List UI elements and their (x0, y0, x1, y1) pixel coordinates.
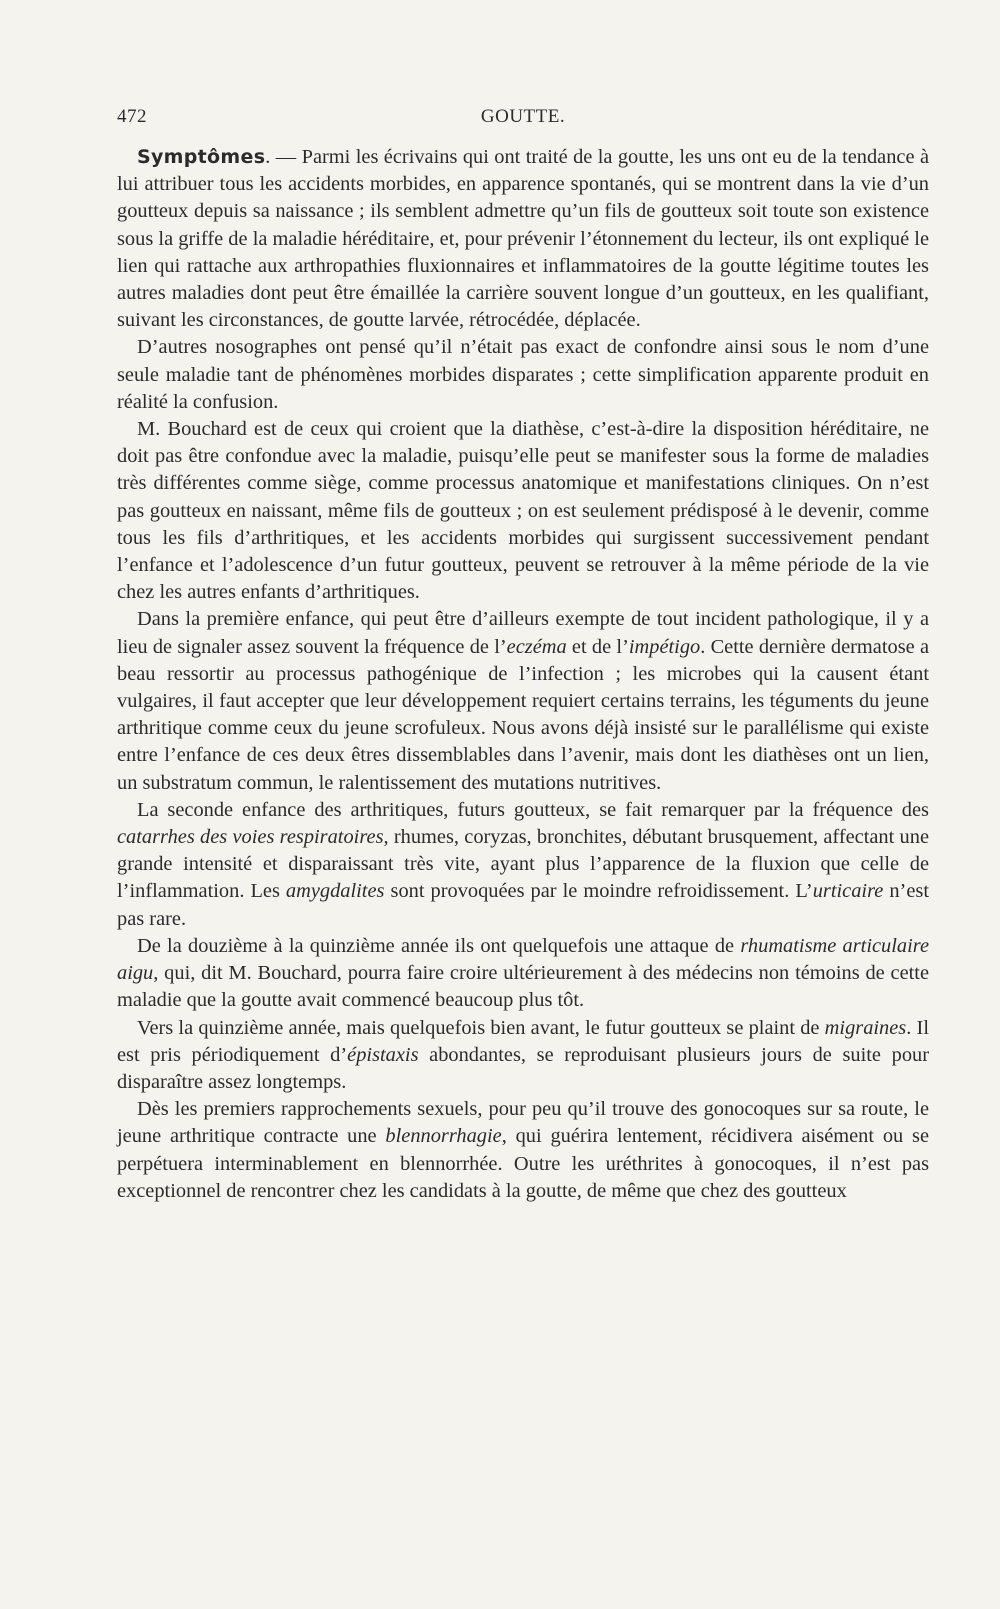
text-run: sont provoquées par le moindre refroidissement. L’ (384, 880, 813, 903)
text-run: n’est pas rare. (117, 880, 929, 930)
text-run: , qui, dit M. Bouchard, pourra faire croire ultérieurement à des médecins non témoins de cette maladie que la goutte avait commencé beaucoup plus tôt. (117, 962, 929, 1012)
italic-term: impétigo (628, 635, 701, 658)
italic-term: rhumatisme articulaire aigu (117, 934, 929, 985)
paragraph (117, 1015, 929, 1097)
text-run: , qui guérira lentement, récidivera aisément ou se perpétuera interminablement en blennorrhée. Outre les uréthrites à gonocoques, il n’est pas exceptionnel de rencontrer chez les candidats à la goutte, de même que chez des goutteux (117, 1125, 929, 1202)
section-heading: Symptômes (137, 146, 266, 168)
text-run: De la douzième à la quinzième année ils ont quelquefois une attaque de (137, 934, 741, 957)
paragraph (117, 933, 929, 1015)
running-title: GOUTTE. (480, 106, 566, 127)
italic-term: épistaxis (347, 1043, 419, 1066)
text-run: , rhumes, coryzas, bronchites, débutant brusquement, affectant une grande intensité et disparaissant très vite, ayant plus l’apparence de la fluxion que celle de l’inflammation. Les (117, 826, 929, 903)
italic-term: blennorrhagie (385, 1125, 502, 1148)
text-run: Dans la première enfance, qui peut être d’ailleurs exempte de tout incident pathologique, il y a lieu de signaler assez souvent la fréquence de l’ (117, 608, 929, 658)
italic-term: amygdalites (285, 880, 385, 903)
italic-term: catarrhes des voies respiratoires (117, 826, 384, 849)
italic-term: eczéma (506, 635, 567, 658)
text-run: . — Parmi les écrivains qui ont traité de la goutte, les uns ont eu de la tendance à lui attribuer tous les accidents morbides, en apparence spontanés, qui se montrent dans la vie d’un goutteux depuis sa naissance ; ils semblent admettre qu’un fils de goutteux soit toute son existence sous la griffe de la maladie héréditaire, et, pour prévenir l’étonnement du lecteur, ils ont expliqué le lien qui rattache aux arthropathies fluxionnaires et inflammatoires de la goutte légitime toutes les autres maladies dont peut être émaillée la carrière souvent longue d’un goutteux, en les qualifiant, suivant les circonstances, de goutte larvée, rétrocédée, déplacée. (117, 146, 929, 332)
text-run: D’autres nosographes ont pensé qu’il n’était pas exact de confondre ainsi sous le nom d’une seule maladie tant de phénomènes morbides disparates ; cette simplification apparente produit en réalité la confusion. (117, 336, 929, 413)
text-run: M. Bouchard est de ceux qui croient que la diathèse, c’est-à-dire la disposition héréditaire, ne doit pas être confondue avec la maladie, puisqu’elle peut se manifester sous la forme de maladies très différentes comme siège, comme processus anatomique et manifestations cliniques. On n’est pas goutteux en naissant, même fils de goutteux ; on est seulement prédisposé à le devenir, comme tous les fils d’arthritiques, et les accidents morbides qui surgissent successivement pendant l’enfance et l’adolescence d’un futur goutteux, peuvent se retrouver à la même période de la vie chez les autres enfants d’arthritiques. (117, 418, 929, 604)
text-run: abondantes, se reproduisant plusieurs jours de suite pour disparaître assez longtemps. (117, 1043, 930, 1093)
text-run: La seconde enfance des arthritiques, futurs goutteux, se fait remarquer par la fréquence des (137, 798, 929, 821)
paragraph (117, 797, 929, 933)
paragraph (117, 334, 929, 416)
text-run: et de l’ (566, 635, 629, 658)
text-run: . Cette dernière dermatose a beau ressortir au processus pathogénique de l’infection ; les microbes qui la causent étant vulgaires, il faut accepter que leur développement requiert certains terrains, les téguments du jeune arthritique comme ceux du jeune scrofuleux. Nous avons déjà insisté sur le parallélisme qui existe entre l’enfance de ces deux êtres dissemblables dans l’avenir, mais dont les diathèses ont un lien, un substratum commun, le ralentissement des mutations nutritives. (117, 635, 929, 794)
page-number: 472 (117, 106, 147, 127)
italic-term: migraines (824, 1016, 907, 1039)
italic-term: urticaire (812, 880, 884, 903)
text-run: Vers la quinzième année, mais quelquefois bien avant, le futur goutteux se plaint de (137, 1016, 825, 1039)
paragraph (117, 416, 929, 606)
paragraph (117, 1096, 929, 1205)
paragraph (117, 144, 929, 334)
paragraph (117, 606, 929, 796)
text-run: . Il est pris périodiquement d’ (117, 1016, 929, 1066)
body-text (117, 144, 929, 1205)
text-run: Dès les premiers rapprochements sexuels, pour peu qu’il trouve des gonocoques sur sa route, le jeune arthritique contracte une (117, 1098, 929, 1148)
